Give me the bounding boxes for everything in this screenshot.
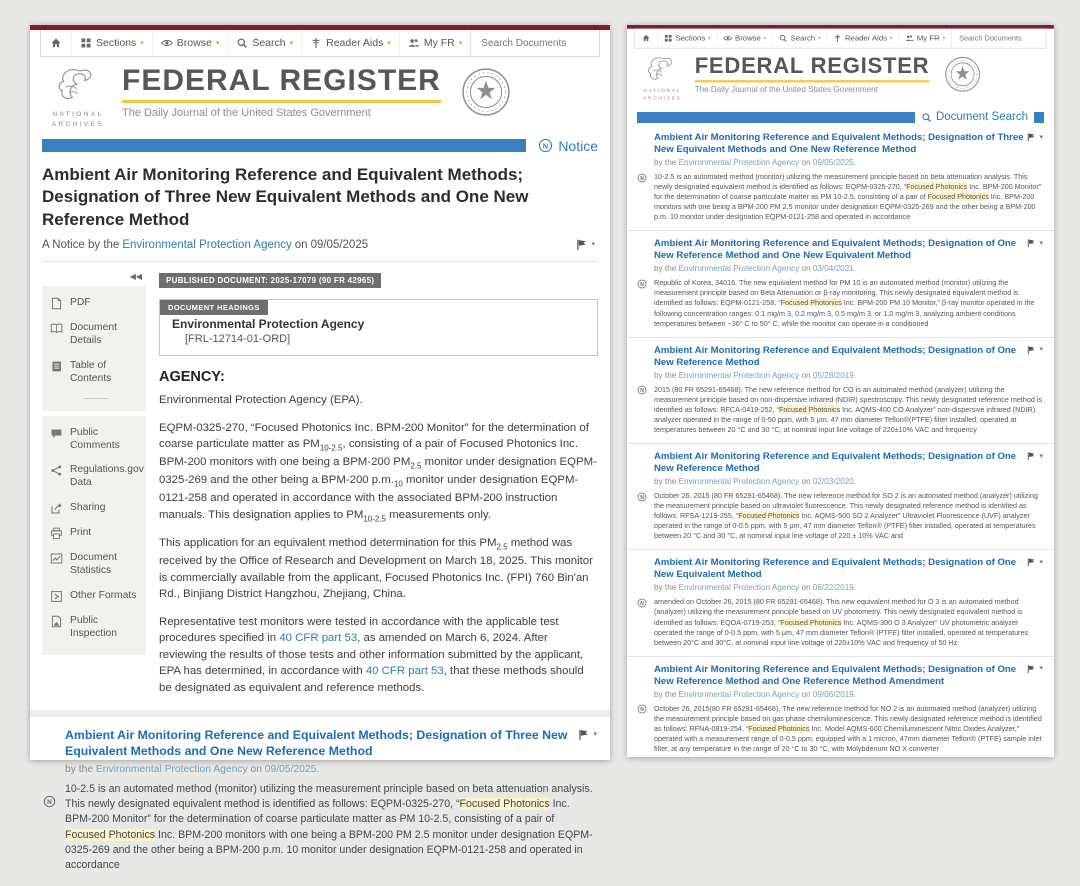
sidebar-item-print[interactable] xyxy=(50,527,141,540)
result-snippet: amended on October 26, 2015 (80 FR 65291-65468). This new equivalent method for O 3 is an automated method (analyzer) utilizing the measurement principle based on UV photometry. This newly designated equivalent method is identified as follows: EQOA-0719-253, “Focused Photonics Inc. AQMS-300 O 3 Analyzer” UV photometric analyzer operated the range of 0-0.5 ppm, with 5 μm, 47 mm diameter Teflon® (PTFE) filter installed, operated at temperatures between 20°C and 30°C, at nominal input line voltage of 220±10% VAC and frequency of 50 Hz xyxy=(654,597,1029,647)
archives-eagle-icon xyxy=(645,55,679,83)
result-byline: by the Environmental Protection Agency on 09/06/2019. xyxy=(654,689,857,699)
section-divider xyxy=(30,710,610,717)
site-subtitle: The Daily Journal of the United States Government xyxy=(694,85,878,95)
nav-item-label: Sections xyxy=(675,33,706,43)
circle-n-icon xyxy=(43,728,56,874)
agency-heading: AGENCY: xyxy=(159,369,225,386)
masthead xyxy=(627,49,1054,104)
result-head xyxy=(654,345,1043,369)
caret-down-icon: ▾ xyxy=(942,35,946,41)
result-main xyxy=(654,451,1043,541)
headings-frl-number: [FRL-12714-01-ORD] xyxy=(185,333,291,346)
federal-register-seal-icon xyxy=(461,67,511,117)
flag-icon xyxy=(577,728,590,741)
highlighted-term: Focused Photonics xyxy=(748,723,810,733)
circle-n-icon xyxy=(637,238,647,328)
sidebar-item-label: Public Comments xyxy=(70,426,120,451)
archives-text-line2: ARCHIVES xyxy=(51,120,105,128)
search-results-window xyxy=(627,25,1054,757)
nav-item-browse[interactable] xyxy=(717,29,773,48)
result-title-link[interactable]: Ambient Air Monitoring Reference and Equivalent Methods; Designation of One New Reference Method and One Reference Method Amendment xyxy=(654,663,1017,687)
flag-button[interactable] xyxy=(1026,345,1043,355)
caret-down-icon: ▾ xyxy=(1039,452,1043,460)
highlighted-term: Focused Photonics xyxy=(906,182,968,192)
nav-item-label: Sections xyxy=(96,37,137,49)
archives-text-line1: NATIONAL xyxy=(643,88,682,94)
circle-n-icon xyxy=(637,345,647,435)
search-icon xyxy=(779,34,788,43)
svg-text:N: N xyxy=(640,707,644,714)
flag-icon xyxy=(1026,557,1036,567)
flag-icon xyxy=(1026,345,1036,355)
document-body xyxy=(159,420,598,697)
circle-n-icon xyxy=(637,451,647,541)
nav-item-label: Search xyxy=(790,33,816,43)
highlighted-term: Focused Photonics xyxy=(780,298,842,308)
people-icon xyxy=(408,37,420,49)
main-navbar xyxy=(40,30,600,57)
result-title-link[interactable]: Ambient Air Monitoring Reference and Equivalent Methods; Designation of One New Reference Method xyxy=(654,344,1017,368)
caret-down-icon: ▾ xyxy=(591,241,595,249)
search-result xyxy=(627,338,1054,444)
nav-item-search[interactable] xyxy=(772,29,826,48)
sidebar-item-label: Regulations.gov Data xyxy=(70,464,144,489)
scaled-header-wrap xyxy=(627,25,1054,109)
result-byline: by the Environmental Protection Agency on 02/03/2020. xyxy=(654,477,857,487)
result-title-link[interactable]: Ambient Air Monitoring Reference and Equivalent Methods; Designation of Three New Equivalent Methods and One New Reference Method xyxy=(654,132,1024,155)
result-date: 08/22/2019. xyxy=(812,583,857,593)
agency-paragraph: Environmental Protection Agency (EPA). xyxy=(159,394,363,407)
nav-item-sections[interactable] xyxy=(657,29,716,48)
masthead-text xyxy=(122,66,441,119)
result-byline: by the Environmental Protection Agency on 09/05/2025. xyxy=(65,763,320,775)
masthead-text xyxy=(695,55,930,94)
highlighted-term: Focused Photonics xyxy=(738,511,800,521)
result-main xyxy=(65,728,597,874)
caret-down-icon: ▾ xyxy=(889,35,893,41)
document-byline xyxy=(42,238,598,262)
public-inspection-icon xyxy=(50,615,63,628)
result-head xyxy=(654,557,1043,581)
svg-text:N: N xyxy=(640,281,644,288)
cfr-link[interactable]: 40 CFR part 53 xyxy=(279,632,358,645)
result-head xyxy=(654,664,1043,688)
svg-text:N: N xyxy=(543,141,549,151)
sidebar-item-label: PDF xyxy=(70,297,91,309)
pdf-icon xyxy=(50,297,63,310)
nav-home-button[interactable] xyxy=(635,34,657,43)
result-date: 09/05/2025. xyxy=(812,157,857,167)
federal-register-seal-icon xyxy=(944,56,981,93)
flag-button[interactable] xyxy=(1026,557,1043,567)
caret-down-icon: ▾ xyxy=(763,35,767,41)
archives-text-line1: NATIONAL xyxy=(52,111,104,118)
document-headings-badge: DOCUMENT HEADINGS xyxy=(160,300,268,315)
nav-item-reader-aids[interactable] xyxy=(301,30,399,56)
caret-down-icon: ▾ xyxy=(387,39,391,47)
nav-search-wrap xyxy=(470,30,609,56)
caret-down-icon: ▾ xyxy=(1039,665,1043,673)
search-result xyxy=(627,231,1054,337)
caret-down-icon: ▾ xyxy=(289,39,294,47)
flag-button[interactable] xyxy=(577,728,597,741)
nav-item-label: Search xyxy=(252,37,286,49)
nav-item-my-fr[interactable] xyxy=(399,30,470,56)
grid-icon xyxy=(80,37,92,49)
related-result-block xyxy=(30,717,610,886)
circle-n-icon xyxy=(538,138,553,153)
search-result xyxy=(627,125,1054,231)
result-byline: by the Environmental Protection Agency on 03/04/2021. xyxy=(654,264,857,274)
archives-text-line2: ARCHIVES xyxy=(643,95,682,101)
sidebar-item-sharing[interactable] xyxy=(50,502,141,515)
public-comments-icon xyxy=(50,427,63,440)
result-date: 05/28/2019. xyxy=(812,370,857,380)
doc-paragraph: This application for an equivalent method determination for this $PM_{2.5}$ method was received by the Office of Research and Development on March 18, 2025. This monitor is commercially available from the applicant, Focused Photonics Inc. (FPI) 760 Bin'an Rd., Binjiang District Hangzhou, Zhejiang, China. xyxy=(159,537,593,601)
nav-item-label: Browse xyxy=(735,33,761,43)
sidebar-group1 xyxy=(42,286,146,410)
blue-accent-bar xyxy=(42,139,526,152)
flag-icon xyxy=(1026,238,1036,248)
blue-accent-square xyxy=(1034,112,1044,123)
sidebar-item-label: Other Formats xyxy=(70,589,137,601)
document-type-row xyxy=(42,138,598,154)
national-archives-logo[interactable] xyxy=(639,55,686,102)
circle-n-icon xyxy=(637,664,647,754)
regulations-gov-icon xyxy=(50,464,63,477)
nav-item-label: Reader Aids xyxy=(844,33,888,43)
nav-item-label: My FR xyxy=(423,37,455,49)
result-date: 02/03/2020. xyxy=(812,477,857,487)
result-main xyxy=(654,557,1043,647)
flag-button[interactable] xyxy=(1026,664,1043,674)
svg-text:N: N xyxy=(640,600,644,607)
agency-link[interactable]: Environmental Protection Agency xyxy=(122,238,292,251)
national-archives-logo[interactable] xyxy=(46,66,110,130)
agency-text xyxy=(159,392,598,409)
site-subtitle: The Daily Journal of the United States Government xyxy=(122,107,371,119)
highlighted-term: Focused Photonics xyxy=(459,797,550,810)
flag-button[interactable] xyxy=(1026,238,1043,248)
result-title-link[interactable]: Ambient Air Monitoring Reference and Equivalent Methods; Designation of One New Equivalent Method xyxy=(654,557,1017,581)
circle-n-icon xyxy=(637,557,647,647)
agency-link[interactable]: Environmental Protection Agency xyxy=(678,477,800,487)
print-icon xyxy=(50,527,63,540)
caret-down-icon: ▾ xyxy=(215,39,220,47)
nav-item-sections[interactable] xyxy=(71,30,152,56)
agency-link[interactable]: Environmental Protection Agency xyxy=(678,264,800,274)
reader-aids-icon xyxy=(310,37,322,49)
svg-text:N: N xyxy=(640,494,644,501)
search-icon xyxy=(236,37,248,49)
sharing-icon xyxy=(50,502,63,515)
doc-paragraph: Representative test monitors were tested in accordance with the applicable test procedures specified in 40 CFR part 53, as amended on March 6, 2024. After reviewing the results of those tests and other information submitted by the applicant, EPA has determined, in accordance with 40 CFR part 53, that these methods should be designated as equivalent and reference methods. xyxy=(159,615,584,694)
search-result xyxy=(627,550,1054,656)
nav-item-label: Browse xyxy=(176,37,212,49)
result-snippet: 10-2.5 is an automated method (monitor) utilizing the measurement principle based on beta attenuation analysis. This newly designated equivalent method is identified as follows: EQPM-0325-270, “Focused Photonics Inc. BPM-200 Monitor” for the determination of coarse particulate matter as PM 10-2.5, consisting of a pair of Focused Photonics Inc. BPM-200 monitors with one being a BPM-200 PM 2.5 monitor under designation EQPM-0325-269 and the other being a BPM-200 p.m. 10 monitor under designation EQPM-0121-258 and operated in accordance xyxy=(654,171,1042,222)
site-title[interactable]: FEDERAL REGISTER xyxy=(122,66,441,103)
search-results-list xyxy=(627,123,1054,762)
sidebar-item-label: Document Details xyxy=(70,322,117,347)
sidebar-item-label: Public Inspection xyxy=(70,614,117,639)
flag-icon xyxy=(1026,664,1036,674)
nav-item-label: My FR xyxy=(916,33,940,43)
search-documents-input[interactable] xyxy=(479,37,601,50)
sidebar-item-public-comments[interactable] xyxy=(50,427,141,453)
masthead xyxy=(30,57,610,132)
search-result xyxy=(30,717,610,886)
svg-text:N: N xyxy=(47,798,52,806)
sidebar-item-label: Document Statistics xyxy=(70,552,117,577)
document-search-label[interactable] xyxy=(921,111,1028,123)
caret-down-icon: ▾ xyxy=(1039,239,1043,247)
sidebar-item-pdf[interactable] xyxy=(50,297,141,310)
search-documents-input[interactable] xyxy=(958,33,1048,43)
document-content xyxy=(30,262,610,707)
result-byline: by the Environmental Protection Agency on 09/05/2025. xyxy=(654,157,857,167)
result-main xyxy=(654,345,1043,435)
result-head xyxy=(654,132,1043,156)
doc-paragraph: EQPM-0325-270, “Focused Photonics Inc. BPM-200 Monitor” for the determination of coarse particulate matter as $PM_{10-2.5}$, consisting of a pair of Focused Photonics Inc. BPM-200 monitors with one being a BPM-200 $PM_{2.5}$ monitor under designation EQPM-0325-269 and the other being a BPM-200 $p.m._{10}$ monitor under designation EQPM-0121-258 and operated in accordance with the associated BPM-200 instruction manuals. This designation applies to $PM_{10-2.5}$ measurements only. xyxy=(159,421,597,523)
caret-down-icon: ▾ xyxy=(1039,133,1043,141)
site-title[interactable]: FEDERAL REGISTER xyxy=(695,55,930,82)
search-icon xyxy=(921,112,932,123)
sidebar-item-regulations-gov-data[interactable] xyxy=(50,464,144,490)
main-navbar xyxy=(634,29,1046,49)
result-byline: by the Environmental Protection Agency on 08/22/2019. xyxy=(654,583,857,593)
notice-type-badge xyxy=(538,138,598,154)
agency-link[interactable]: Environmental Protection Agency xyxy=(678,157,800,167)
result-date: 09/05/2025. xyxy=(264,763,320,775)
sidebar-group2 xyxy=(42,416,146,655)
search-result xyxy=(627,657,1054,762)
flag-icon xyxy=(1026,132,1036,142)
agency-link[interactable]: Environmental Protection Agency xyxy=(678,583,800,593)
caret-down-icon: ▾ xyxy=(1039,346,1043,354)
cfr-link[interactable]: 40 CFR part 53 xyxy=(365,665,444,678)
flag-button[interactable] xyxy=(1026,132,1043,142)
caret-down-icon: ▾ xyxy=(818,35,821,41)
sidebar-item-document-details[interactable] xyxy=(50,322,141,348)
result-snippet: 2015 (80 FR 65291-65468). The new reference method for CO is an automated method (analyzer) utilizing the measurement principle based on non-dispersive infrared (NDIR) spectroscopy. This newly designated reference method is identified as follows: RFCA-0419-252, “Focused Photonics Inc. AQMS-400 CO Analyzer” non-dispersive infrared (NDIR) analyzer operated in the range of 0-50 ppm, with 5 μm, 47 mm diameter Teflon®(PTFE) filter installed, operated at temperatures between 20 °C and 30 °C, at nominal input line voltage of 220±10% VAC and frequency xyxy=(654,384,1043,434)
flag-icon xyxy=(575,238,588,251)
caret-down-icon: ▾ xyxy=(708,35,711,41)
archives-eagle-icon xyxy=(55,66,101,104)
document-details-icon xyxy=(50,322,63,335)
result-title-link[interactable]: Ambient Air Monitoring Reference and Equivalent Methods; Designation of One New Reference Method xyxy=(654,451,1017,475)
result-main xyxy=(654,132,1043,222)
highlighted-term: Focused Photonics xyxy=(65,828,156,841)
document-page-window xyxy=(30,25,610,872)
sidebar-item-label: Table of Contents xyxy=(70,360,112,384)
circle-n-icon xyxy=(637,132,647,222)
people-icon xyxy=(905,34,914,43)
agency-link[interactable]: Environmental Protection Agency xyxy=(95,763,248,775)
svg-text:N: N xyxy=(640,175,644,182)
result-title-link[interactable]: Ambient Air Monitoring Reference and Equivalent Methods; Designation of Three New Equivalent Methods and One New Reference Method xyxy=(65,727,568,758)
document-title: Ambient Air Monitoring Reference and Equivalent Methods; Designation of Three New Equivalent Methods and One New Reference Method xyxy=(42,164,529,230)
nav-item-search[interactable] xyxy=(227,30,301,56)
sidebar-item-table-of-contents[interactable] xyxy=(50,360,141,386)
result-snippet: October 26, 2015 (80 FR 65291-65468). The new reference method for SO 2 is an automated method (analyzer) utilizing the measurement principle based on ultraviolet fluorescence. This newly designated reference method is identified as follows: RFSA-1219-255, “Focused Photonics Inc. AQMS-500 SO 2 Analyzer” Ultraviolet Fluorescence (UVF) analyzer operated in the range of 0-0.5 ppm, with 5 μm, 47 mm diameter Teflon® (PTFE) filter installed, operated at temperatures between 20 °C and 30 °C, at nominal input line voltage of 220 ± 10% VAC and xyxy=(654,491,1038,541)
nav-item-my-fr[interactable] xyxy=(898,29,951,48)
notice-type-label: Notice xyxy=(558,137,598,154)
result-main xyxy=(654,238,1043,328)
result-head xyxy=(65,728,597,760)
result-date: 09/06/2019. xyxy=(812,689,857,699)
home-icon xyxy=(642,34,651,43)
reader-aids-icon xyxy=(833,34,842,43)
flag-icon xyxy=(1026,451,1036,461)
caret-down-icon: ▾ xyxy=(1039,558,1043,566)
document-search-text: Document Search xyxy=(935,111,1028,123)
result-snippet: October 26, 2015(80 FR 65291-65468). The new reference method for NO 2 is an automated method (analyzer) utilizing the measurement principle based on gas phase chemiluminescence. This newly designated reference method is identified as follows: RFNA-0819-254, “Focused Photonics Inc. Model AQMS-600 Chemiluminescent Nitric Oxides Analyzer,” operated with a measurement range of 0-0.5 ppm, equipped with a 1 micron, 47mm diameter Teflon® (PTFE) sample inlet filter, at any temperature in the range of 20 °C to 30 °C, with Molybdenum NO X converter xyxy=(654,703,1042,754)
result-snippet: 10-2.5 is an automated method (monitor) utilizing the measurement principle based on beta attenuation analysis. This newly designated equivalent method is identified as follows: EQPM-0325-270, “Focused Photonics Inc. BPM-200 Monitor” for the determination of coarse particulate matter as PM 10-2.5, consisting of a pair of Focused Photonics Inc. BPM-200 monitors with one being a BPM-200 PM 2.5 monitor under designation EQPM-0325-269 and the other being a BPM-200 p.m. 10 monitor under designation EQPM-0121-258 and operated in accordance xyxy=(65,782,593,872)
flag-button[interactable] xyxy=(1026,451,1043,461)
eye-icon xyxy=(161,37,173,49)
other-formats-icon xyxy=(50,590,63,603)
byline-on: on xyxy=(294,238,308,251)
nav-item-label: Reader Aids xyxy=(326,37,384,49)
sidebar-item-other-formats[interactable] xyxy=(50,590,141,603)
sidebar-item-document-statistics[interactable] xyxy=(50,552,141,578)
document-search-row xyxy=(637,111,1044,123)
document-date: 09/05/2025 xyxy=(310,238,369,251)
result-date: 03/04/2021. xyxy=(812,264,857,274)
sidebar-item-label: Print xyxy=(70,527,92,539)
result-title-link[interactable]: Ambient Air Monitoring Reference and Equivalent Methods; Designation of One New Reference Method and One New Equivalent Method xyxy=(654,238,1017,262)
collapse-sidebar-icon[interactable]: ◀◀ xyxy=(129,272,142,282)
search-result xyxy=(627,444,1054,550)
caret-down-icon: ▾ xyxy=(593,730,597,738)
table-of-contents-icon xyxy=(50,360,63,373)
flag-button[interactable] xyxy=(575,238,595,251)
svg-text:N: N xyxy=(640,388,644,395)
blue-accent-bar xyxy=(637,112,915,123)
caret-down-icon: ▾ xyxy=(140,39,144,47)
result-main xyxy=(654,664,1043,754)
sidebar-item-public-inspection[interactable] xyxy=(50,615,141,641)
nav-item-reader-aids[interactable] xyxy=(827,29,899,48)
highlighted-term: Focused Photonics xyxy=(927,192,989,202)
home-icon xyxy=(50,37,62,49)
caret-down-icon: ▾ xyxy=(458,39,463,47)
agency-link[interactable]: Environmental Protection Agency xyxy=(678,689,800,699)
agency-link[interactable]: Environmental Protection Agency xyxy=(678,370,800,380)
eye-icon xyxy=(723,34,732,43)
grid-icon xyxy=(664,34,673,43)
headings-agency: Environmental Protection Agency xyxy=(172,317,365,332)
document-statistics-icon xyxy=(50,552,63,565)
highlighted-term: Focused Photonics xyxy=(780,617,842,627)
result-head xyxy=(654,238,1043,262)
nav-item-browse[interactable] xyxy=(152,30,228,56)
published-document-badge: PUBLISHED DOCUMENT: 2025-17079 (90 FR 42965) xyxy=(159,273,381,288)
sidebar-separator xyxy=(84,398,108,399)
result-head xyxy=(654,451,1043,475)
document-main xyxy=(146,270,598,707)
nav-search-wrap xyxy=(951,29,1053,48)
byline-prefix: A Notice by the xyxy=(42,238,120,251)
highlighted-term: Focused Photonics xyxy=(779,404,841,414)
document-sidebar xyxy=(42,270,146,707)
nav-home-button[interactable] xyxy=(41,37,71,49)
result-byline: by the Environmental Protection Agency on 05/28/2019. xyxy=(654,370,857,380)
document-headings-box xyxy=(159,299,598,356)
sidebar-item-label: Sharing xyxy=(70,502,106,514)
result-snippet: Republic of Korea, 34016. The new equivalent method for PM 10 is an automated method (monitor) utilizing the measurement principle based on Beta Attenuation or β-ray monitoring. This newly designated equivalent method is identified as follows: EQPM-0121-258, “Focused Photonics Inc. BPM-200 PM 10 Monitor,” β-ray monitor operated in the following concentration ranges: 0.1 mg/m 3, 0.2 mg/m 3, 0.5 mg/m 3, or 1.0 mg/m 3, analyzing ambient conditions temperatures between −30° C to 50° C, while the monitor can operate in a conditioned xyxy=(654,278,1035,328)
